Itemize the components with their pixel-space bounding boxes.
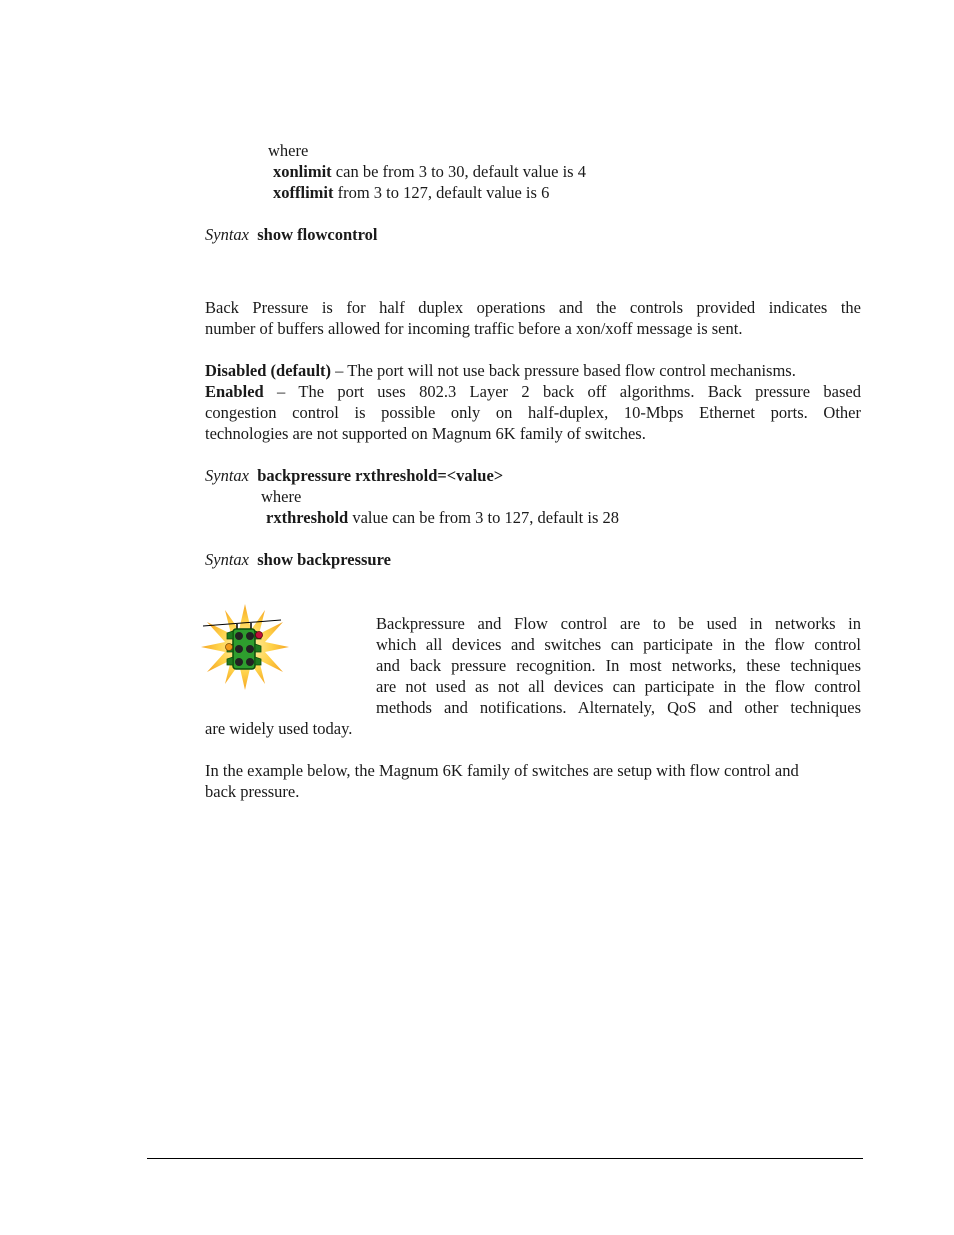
where-label: where [268, 141, 309, 160]
syntax-label: Syntax [205, 466, 249, 485]
note-line3: and back pressure recognition. In most networks, these techniques [376, 656, 861, 675]
option-desc: – The port uses 802.3 Layer 2 back off algorithms. Back pressure based [263, 382, 861, 401]
syntax-show-backpressure [205, 549, 391, 570]
note-line6: are widely used today. [205, 719, 353, 738]
param-desc: value can be from 3 to 127, default is 28 [348, 508, 620, 527]
backpressure-intro-line2: number of buffers allowed for incoming traffic before a xon/xoff message is sent. [205, 319, 743, 338]
param-name: rxthreshold [266, 508, 349, 527]
param-desc: can be from 3 to 30, default value is 4 [331, 162, 586, 181]
option-term: Enabled [205, 382, 264, 401]
where-label: where [261, 487, 302, 506]
example-line2: back pressure. [205, 782, 300, 801]
option-enabled-line3: technologies are not supported on Magnum 6K family of switches. [205, 424, 646, 443]
option-term: Disabled (default) [205, 361, 332, 380]
xonlimit-param [273, 161, 586, 182]
backpressure-intro-line1: Back Pressure is for half duplex operations and the controls provided indicates the [205, 298, 861, 317]
syntax-label: Syntax [205, 225, 249, 244]
syntax-command: show backpressure [257, 550, 391, 569]
footer-divider [147, 1158, 863, 1159]
param-name: xonlimit [273, 162, 332, 181]
note-line5: methods and notifications. Alternately, QoS and other techniques [376, 698, 861, 717]
note-line4: are not used as not all devices can participate in the flow control [376, 677, 861, 696]
syntax-backpressure [205, 465, 503, 486]
syntax-command: backpressure rxthreshold=<value> [257, 466, 504, 485]
param-desc: from 3 to 127, default value is 6 [333, 183, 550, 202]
param-name: xofflimit [273, 183, 334, 202]
syntax-show-flowcontrol [205, 224, 377, 245]
option-disabled [205, 360, 796, 381]
rxthreshold-param [266, 507, 619, 528]
example-line1: In the example below, the Magnum 6K family of switches are setup with flow control and [205, 761, 799, 780]
xofflimit-param [273, 182, 549, 203]
traffic-light-icon [199, 604, 291, 690]
note-line1: Backpressure and Flow control are to be used in networks in [376, 614, 861, 633]
option-desc: – The port will not use back pressure based flow control mechanisms. [331, 361, 796, 380]
option-enabled-line1 [205, 381, 861, 402]
syntax-label: Syntax [205, 550, 249, 569]
option-enabled-line2: congestion control is possible only on half-duplex, 10-Mbps Ethernet ports. Other [205, 403, 861, 422]
note-line2: which all devices and switches can participate in the flow control [376, 635, 861, 654]
syntax-command: show flowcontrol [257, 225, 378, 244]
